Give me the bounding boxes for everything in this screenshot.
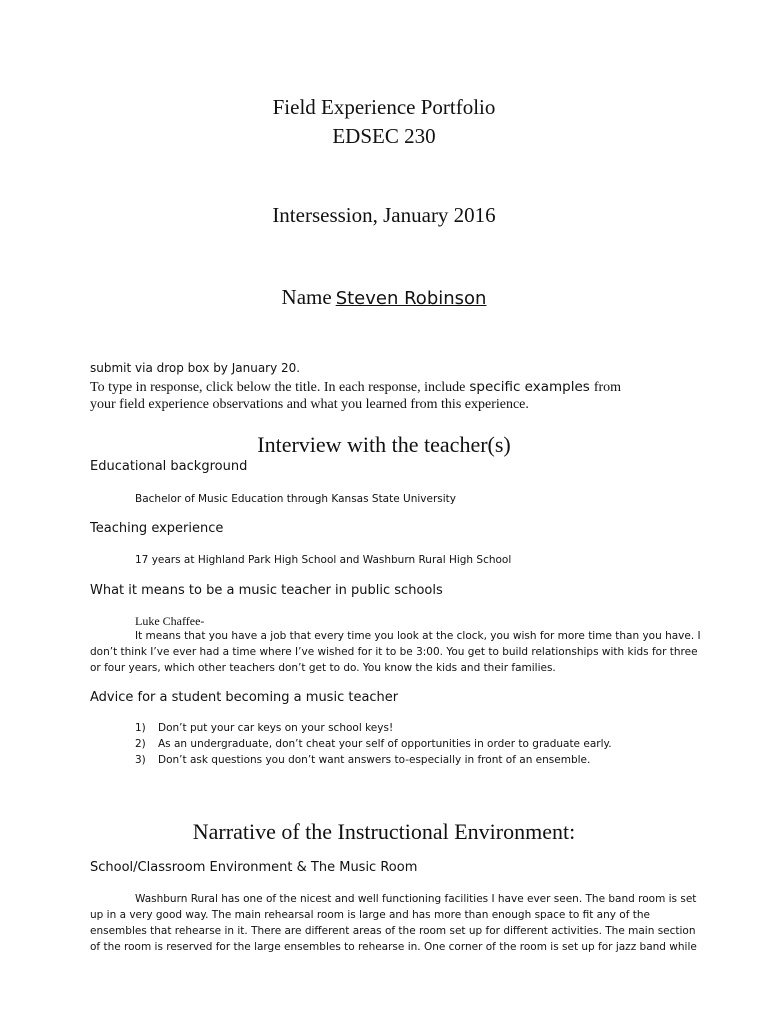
answer-line: It means that you have a job that every time you look at the clock, you wish for more time than you have. I [135, 630, 701, 642]
list-number: 3) [135, 754, 146, 766]
advice-item [135, 738, 612, 754]
name-line [0, 285, 768, 310]
interviewee-name: Luke Chaffee- [135, 614, 205, 628]
document-title: Field Experience Portfolio [272, 95, 496, 119]
list-number: 1) [135, 722, 146, 734]
question-advice: Advice for a student becoming a music teacher [90, 690, 399, 705]
interview-heading: Interview with the teacher(s) [257, 432, 511, 457]
advice-item [135, 754, 612, 770]
name-label: Name [281, 285, 332, 309]
list-number: 2) [135, 738, 146, 750]
question-teaching-experience: Teaching experience [90, 521, 224, 536]
advice-item [135, 722, 612, 738]
narrative-paragraph [90, 891, 697, 955]
instruction-line-2-end: from [593, 380, 622, 395]
instruction-line-3: your field experience observations and what you learned from this experience. [90, 397, 529, 412]
answer-teaching-experience: 17 years at Highland Park High School and Washburn Rural High School [135, 554, 512, 566]
instruction-emphasis: specific examples [469, 379, 590, 395]
answer-music-teacher-meaning [90, 628, 701, 676]
narrative-line: of the room is reserved for the large ensembles to rehearse in. One corner of the room is set up for jazz band while [90, 941, 697, 953]
instruction-deadline: submit via drop box by January 20. [90, 361, 301, 375]
narrative-subheading: School/Classroom Environment & The Music Room [90, 860, 418, 875]
advice-text: As an undergraduate, don’t cheat your self of opportunities in order to graduate early. [158, 738, 612, 750]
instruction-line-2-start: To type in response, click below the title. In each response, include [90, 380, 466, 395]
instruction-line-2 [90, 378, 621, 396]
narrative-heading: Narrative of the Instructional Environment: [192, 819, 576, 844]
answer-line: don’t think I’ve ever had a time where I’ve wished for it to be 3:00. You get to build relationships with kids for three [90, 646, 698, 658]
question-music-teacher-meaning: What it means to be a music teacher in public schools [90, 583, 443, 598]
question-educational-background: Educational background [90, 459, 248, 474]
narrative-line: ensembles that rehearse in it. There are different areas of the room set up for different activities. The main section [90, 925, 696, 937]
advice-list [135, 722, 612, 770]
course-code: EDSEC 230 [332, 124, 436, 148]
name-value: Steven Robinson [335, 288, 487, 309]
advice-text: Don’t ask questions you don’t want answers to-especially in front of an ensemble. [158, 754, 591, 766]
advice-text: Don’t put your car keys on your school keys! [158, 722, 394, 734]
answer-line: or four years, which other teachers don’t get to do. You know the kids and their families. [90, 662, 556, 674]
narrative-line: up in a very good way. The main rehearsal room is large and has more than enough space to fit any of the [90, 909, 650, 921]
term-line: Intersession, January 2016 [272, 203, 496, 227]
narrative-line: Washburn Rural has one of the nicest and well functioning facilities I have ever seen. The band room is set [135, 893, 697, 905]
answer-educational-background: Bachelor of Music Education through Kansas State University [135, 493, 456, 505]
